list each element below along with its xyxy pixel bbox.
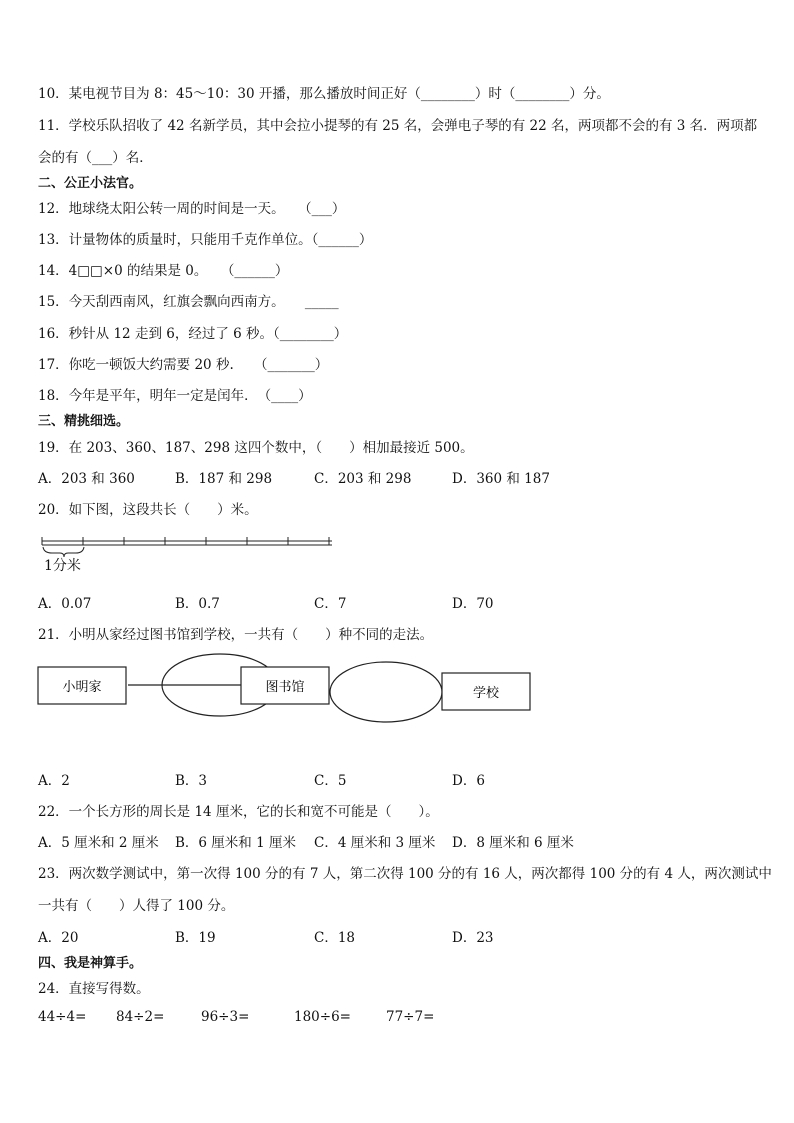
question-22: 22．一个长方形的周长是 14 厘米，它的长和宽不可能是（ ）。 — [38, 804, 439, 820]
question-23-line2: 一共有（ ）人得了 100 分。 — [38, 898, 235, 914]
question-24: 24．直接写得数。 — [38, 981, 150, 997]
question-12: 12．地球绕太阳公转一周的时间是一天。 （___） — [38, 201, 346, 217]
school-label: 学校 — [472, 686, 500, 701]
question-15: 15．今天刮西南风，红旗会飘向西南方。 _____ — [38, 294, 339, 310]
question-23-line1: 23．两次数学测试中，第一次得 100 分的有 7 人，第二次得 100 分的有 16 人，两次都得 100 分的有 4 人，两次测试中 — [38, 866, 772, 882]
q20-option-a: A．0.07 — [38, 596, 92, 612]
q21-option-b: B．3 — [175, 773, 208, 789]
q20-option-b: B．0.7 — [175, 596, 220, 612]
q24-item-2: 84÷2= — [116, 1009, 165, 1025]
q23-option-c: C．18 — [314, 930, 356, 946]
q20-option-c: C．7 — [314, 596, 347, 612]
question-13: 13．计量物体的质量时，只能用千克作单位。（______） — [38, 232, 373, 248]
q24-item-5: 77÷7= — [386, 1009, 435, 1025]
question-10: 10．某电视节目为 8：45～10：30 开播，那么播放时间正好（________）时（________）分。 — [38, 86, 610, 102]
question-16: 16．秒针从 12 走到 6，经过了 6 秒。（________） — [38, 326, 348, 342]
q21-option-c: C．5 — [314, 773, 347, 789]
q23-option-b: B．19 — [175, 930, 216, 946]
q20-option-d: D．70 — [452, 596, 494, 612]
ruler-diagram — [40, 535, 340, 575]
library-label: 图书馆 — [265, 680, 305, 695]
q23-option-d: D．23 — [452, 930, 494, 946]
q22-option-d: D．8 厘米和 6 厘米 — [452, 835, 574, 851]
question-14: 14．4□□×0 的结果是 0。 （______） — [38, 263, 289, 279]
q24-item-3: 96÷3= — [201, 1009, 250, 1025]
q24-item-1: 44÷4= — [38, 1009, 87, 1025]
q22-option-b: B．6 厘米和 1 厘米 — [175, 835, 296, 851]
q22-option-a: A．5 厘米和 2 厘米 — [38, 835, 159, 851]
q22-option-c: C．4 厘米和 3 厘米 — [314, 835, 436, 851]
section-4-heading: 四、我是神算手。 — [38, 956, 143, 971]
q24-item-4: 180÷6= — [294, 1009, 351, 1025]
q23-option-a: A．20 — [38, 930, 79, 946]
q19-option-c: C．203 和 298 — [314, 471, 412, 487]
route-oval-2 — [330, 662, 442, 722]
q21-option-a: A．2 — [38, 773, 70, 789]
q19-option-a: A．203 和 360 — [38, 471, 135, 487]
q21-option-d: D．6 — [452, 773, 485, 789]
question-21: 21．小明从家经过图书馆到学校，一共有（ ）种不同的走法。 — [38, 627, 434, 643]
question-11-line1: 11．学校乐队招收了 42 名新学员，其中会拉小提琴的有 25 名，会弹电子琴的有 22 名，两项都不会的有 3 名．两项都 — [38, 118, 758, 134]
ruler-label: 1分米 — [44, 558, 81, 574]
question-18: 18．今年是平年，明年一定是闰年． （____） — [38, 388, 312, 404]
q19-option-b: B．187 和 298 — [175, 471, 273, 487]
ruler-brace — [43, 547, 84, 557]
question-20: 20．如下图，这段共长（ ）米。 — [38, 502, 258, 518]
question-19: 19．在 203、360、187、298 这四个数中，（ ）相加最接近 500。 — [38, 440, 474, 456]
home-label: 小明家 — [62, 680, 102, 695]
route-diagram — [36, 652, 536, 726]
question-17: 17．你吃一顿饭大约需要 20 秒. （_______） — [38, 357, 329, 373]
section-3-heading: 三、精挑细选。 — [38, 414, 130, 429]
question-11-line2: 会的有（___）名． — [38, 150, 153, 166]
q19-option-d: D．360 和 187 — [452, 471, 550, 487]
section-2-heading: 二、公正小法官。 — [38, 176, 143, 191]
